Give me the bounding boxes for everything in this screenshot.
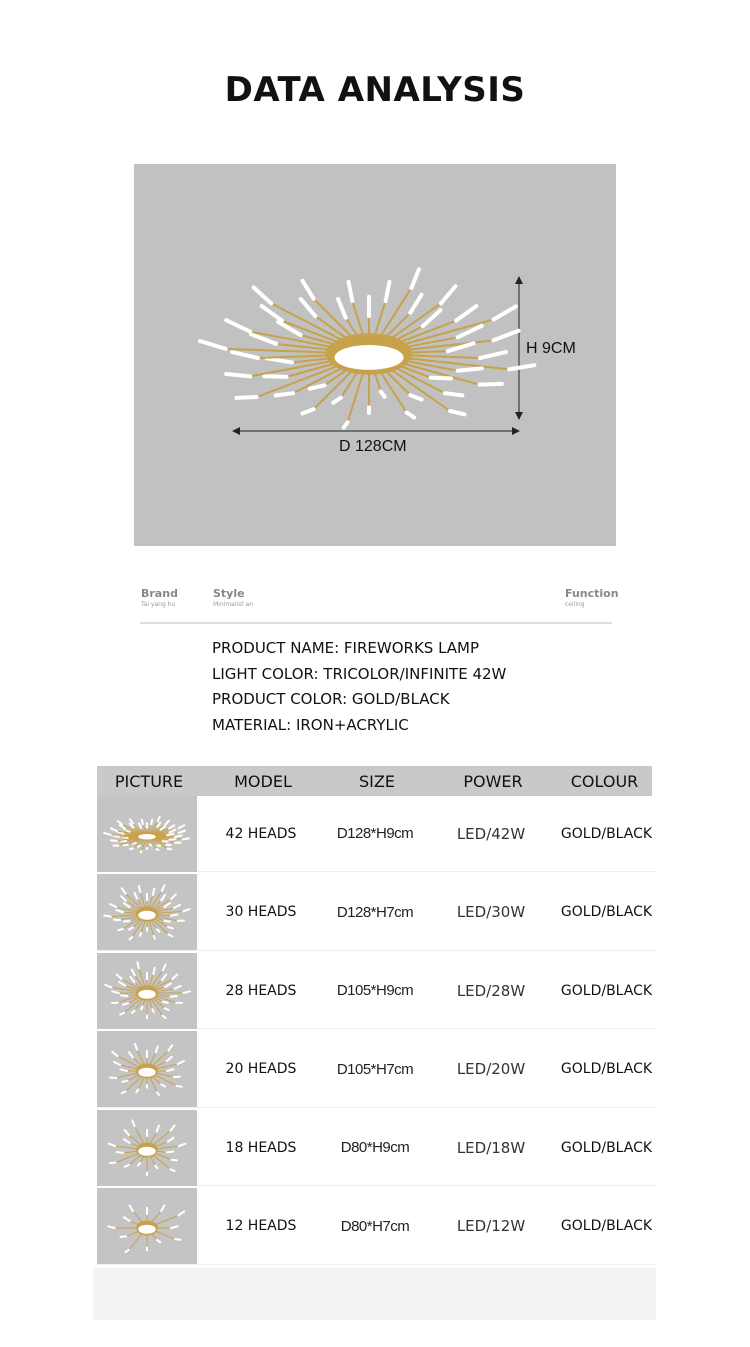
lamp-light-bar [110, 1162, 116, 1163]
spec-material: MATERIAL: IRON+ACRYLIC [212, 715, 409, 734]
lamp-light-bar [153, 889, 154, 895]
lamp-light-bar [172, 974, 177, 979]
lamp-light-bar [129, 1052, 133, 1057]
colour-cell: GOLD/BLACK [560, 825, 653, 842]
lamp-light-bar [111, 828, 117, 831]
power-cell: LED/28W [456, 981, 526, 1000]
spec-table [93, 764, 656, 1320]
lamp-light-bar [157, 1092, 159, 1095]
lamp-light-bar [119, 982, 125, 986]
height-label: H 9CM [526, 340, 576, 357]
colour-cell: GOLD/BLACK [560, 904, 653, 920]
lamp-light-bar [124, 903, 130, 907]
lamp-light-bar [152, 1009, 153, 1012]
lamp-light-bar [386, 282, 390, 301]
lamp-light-bar [301, 299, 316, 316]
table-row [97, 796, 656, 872]
lamp-light-bar [164, 903, 170, 907]
lamp-center-light [138, 911, 155, 920]
lamp-light-bar [175, 835, 182, 836]
lamp-light-bar [165, 1008, 169, 1010]
lamp-light-bar [169, 839, 175, 840]
size-cell: D105*H9cm [336, 982, 414, 999]
lamp-light-bar [117, 910, 124, 912]
lamp-light-bar [136, 1090, 138, 1093]
model-cell: 18 HEADS [225, 1139, 297, 1156]
lamp-light-bar [178, 830, 184, 832]
power-cell: LED/12W [456, 1217, 526, 1235]
lamp-light-bar [139, 823, 141, 827]
lamp-light-bar [175, 1239, 181, 1240]
lamp-light-bar [130, 1205, 133, 1211]
lamp-light-bar [108, 1226, 115, 1228]
lamp-light-bar [333, 398, 341, 403]
meta-function [565, 587, 619, 608]
lamp-light-bar [158, 816, 160, 820]
lamp-light-bar [171, 915, 178, 916]
lamp-light-bar [176, 1086, 181, 1087]
lamp-light-bar [183, 909, 190, 911]
meta-key: Brand [141, 587, 178, 600]
meta-value: ceiling [565, 601, 585, 608]
lamp-center-light [335, 345, 404, 370]
header-model: MODEL [234, 771, 292, 791]
table-row [97, 875, 656, 951]
lamp-light-bar [124, 1139, 130, 1143]
lamp-light-bar [381, 392, 385, 397]
lamp-light-bar [104, 832, 111, 834]
lamp-light-bar [117, 974, 122, 979]
lamp-light-bar [120, 1012, 124, 1014]
lamp-light-bar [168, 934, 172, 936]
header-power: POWER [463, 771, 523, 791]
lamp-light-bar [423, 310, 441, 326]
lamp-light-bar [183, 991, 190, 993]
lamp-light-bar [171, 1159, 177, 1160]
size-cell: D128*H7cm [336, 903, 414, 921]
lamp-light-bar [157, 929, 160, 931]
meta-value: Minimalist an [213, 601, 254, 608]
power-cell: LED/30W [456, 903, 526, 921]
size-cell: D128*H9cm [336, 825, 414, 842]
lamp-light-bar [161, 895, 165, 900]
lamp-light-bar [112, 1052, 117, 1056]
product-thumbnail [97, 874, 197, 950]
spec-light-color: LIGHT COLOR: TRICOLOR/INFINITE 42W [212, 664, 507, 683]
lamp-light-bar [410, 295, 421, 313]
spec-product-name: PRODUCT NAME: FIREWORKS LAMP [212, 639, 480, 657]
lamp-light-bar [118, 929, 123, 930]
lamp-light-bar [349, 282, 353, 301]
diameter-label: D 128CM [339, 438, 407, 455]
product-thumbnail [97, 953, 197, 1029]
table-footer [93, 1268, 656, 1320]
header-size: SIZE [359, 771, 395, 791]
lamp-light-bar [104, 915, 111, 916]
lamp-light-bar [182, 838, 188, 839]
lamp-light-bar [267, 358, 292, 362]
lamp-light-bar [493, 331, 518, 341]
lamp-light-bar [132, 969, 135, 975]
lamp-light-bar [121, 896, 126, 901]
lamp-light-bar [480, 352, 506, 358]
lamp-light-bar [168, 848, 172, 849]
product-image [134, 164, 616, 546]
lamp-light-bar [122, 1091, 126, 1093]
lamp-light-bar [226, 374, 250, 376]
product-thumbnail [97, 1031, 197, 1107]
model-cell: 12 HEADS [225, 1218, 297, 1234]
lamp-light-bar [125, 1164, 129, 1166]
lamp-light-bar [124, 1217, 130, 1221]
lamp-light-bar [125, 1129, 129, 1134]
lamp-light-bar [179, 825, 185, 828]
meta-key: Function [565, 587, 619, 600]
lamp-center-light [138, 1068, 155, 1077]
lamp-light-bar [124, 921, 130, 922]
lamp-light-bar [141, 1006, 142, 1009]
lamp-light-bar [232, 352, 258, 358]
lamp-light-bar [129, 928, 133, 930]
lamp-light-bar [130, 976, 134, 981]
lamp-light-bar [105, 984, 111, 987]
lamp-light-bar [140, 933, 141, 936]
lamp-light-bar [123, 1003, 128, 1004]
size-cell: D80*H7cm [340, 1217, 410, 1235]
lamp-light-bar [178, 1061, 184, 1064]
lamp-light-bar [456, 306, 476, 321]
power-cell: LED/42W [456, 824, 526, 843]
lamp-light-bar [163, 964, 166, 970]
lamp-light-bar [138, 845, 140, 846]
lamp-light-bar [167, 1057, 172, 1061]
size-cell: D105*H7cm [336, 1060, 414, 1078]
model-cell: 28 HEADS [225, 982, 297, 999]
model-cell: 42 HEADS [225, 825, 297, 842]
header-colour: COLOUR [570, 771, 639, 791]
lamp-light-bar [112, 991, 119, 993]
lamp-light-bar [407, 413, 415, 418]
lamp-light-bar [110, 904, 116, 907]
lamp-light-bar [169, 825, 174, 828]
lamp-light-bar [165, 983, 171, 987]
lamp-light-bar [445, 393, 463, 395]
lamp-light-bar [170, 1125, 174, 1130]
lamp-light-bar [200, 341, 226, 349]
lamp-light-bar [120, 1069, 127, 1071]
lamp-light-bar [118, 820, 122, 824]
lamp-light-bar [155, 1165, 157, 1168]
lamp-light-bar [302, 281, 313, 299]
lamp-light-bar [132, 1010, 135, 1012]
lamp-light-bar [112, 835, 119, 836]
lamp-light-bar [310, 385, 325, 388]
lamp-light-bar [130, 937, 133, 939]
lamp-light-bar [168, 1045, 172, 1050]
table-header [97, 766, 652, 796]
lamp-light-bar [157, 1240, 160, 1242]
lamp-light-bar [138, 1163, 140, 1166]
lamp-light-bar [174, 905, 180, 908]
lamp-light-bar [120, 1236, 126, 1237]
lamp-light-bar [122, 1081, 127, 1082]
lamp-light-bar [154, 936, 155, 939]
lamp-light-bar [141, 851, 142, 852]
meta-key: Style [213, 587, 245, 600]
lamp-center-light [138, 1225, 155, 1234]
spec-list [212, 636, 506, 738]
lamp-light-bar [302, 409, 313, 413]
size-cell: D80*H9cm [340, 1139, 410, 1156]
model-cell: 30 HEADS [225, 904, 297, 920]
lamp-light-bar [162, 974, 166, 979]
colour-cell: GOLD/BLACK [560, 1139, 653, 1156]
divider [140, 622, 612, 624]
lamp-light-bar [171, 996, 177, 997]
lamp-light-bar [157, 822, 160, 826]
lamp-light-bar [344, 422, 348, 427]
lamp-light-bar [479, 384, 501, 385]
lamp-light-bar [114, 1062, 120, 1065]
lamp-light-bar [142, 819, 143, 823]
lamp-light-bar [167, 1069, 174, 1071]
lamp-light-bar [139, 886, 140, 892]
colour-cell: GOLD/BLACK [560, 982, 653, 999]
lamp-light-bar [165, 820, 169, 824]
model-cell: 20 HEADS [225, 1061, 297, 1077]
lamp-light-bar [226, 320, 250, 331]
lamp-light-bar [264, 376, 286, 377]
lamp-center-light [138, 1146, 155, 1155]
power-cell: LED/18W [456, 1138, 526, 1157]
lamp-light-bar [117, 1152, 123, 1153]
lamp-light-bar [157, 1125, 159, 1131]
lamp-light-bar [170, 1169, 174, 1171]
meta-style [213, 587, 253, 608]
lamp-light-bar [153, 967, 154, 973]
lamp-light-bar [276, 393, 294, 395]
lamp-light-bar [179, 1143, 185, 1145]
lamp-light-bar [111, 840, 117, 841]
header-picture: PICTURE [114, 771, 184, 791]
table-row [97, 953, 656, 1029]
lamp-light-bar [171, 894, 176, 899]
page-title: DATA ANALYSIS [224, 70, 526, 110]
lamp-light-bar [450, 411, 465, 414]
lamp-light-bar [137, 962, 138, 968]
lamp-light-bar [441, 286, 456, 303]
lamp-light-bar [175, 985, 181, 988]
product-thumbnail [97, 796, 197, 872]
lamp-light-bar [151, 819, 152, 823]
lamp-light-bar [121, 995, 127, 996]
lamp-light-bar [161, 1085, 165, 1087]
lamp-light-bar [236, 397, 256, 398]
lamp-light-bar [130, 848, 133, 849]
lamp-light-bar [163, 1015, 166, 1017]
lamp-center-light [138, 989, 155, 998]
lamp-light-bar [109, 1143, 115, 1145]
lamp-light-bar [156, 1046, 158, 1052]
lamp-light-bar [132, 1120, 134, 1126]
lamp-light-bar [168, 927, 173, 928]
lamp-light-bar [509, 365, 534, 369]
lamp-light-bar [150, 844, 151, 845]
lamp-light-bar [493, 306, 515, 319]
lamp-light-bar [431, 378, 451, 379]
lamp-light-bar [157, 845, 160, 846]
product-thumbnail [97, 1110, 197, 1186]
lamp-light-bar [157, 849, 159, 850]
lamp-light-bar [411, 269, 419, 288]
lamp-light-bar [168, 1137, 174, 1141]
colour-cell: GOLD/BLACK [560, 1218, 653, 1234]
spec-product-color: PRODUCT COLOR: GOLD/BLACK [212, 690, 450, 708]
meta-brand [141, 587, 178, 608]
lamp-light-bar [338, 299, 346, 318]
lamp-light-bar [410, 395, 421, 399]
lamp-light-bar [162, 885, 165, 891]
lamp-light-bar [171, 1226, 178, 1228]
lamp-light-bar [135, 1044, 137, 1050]
lamp-light-bar [254, 287, 272, 303]
lamp-light-bar [164, 921, 170, 922]
table-row [97, 1189, 656, 1265]
lamp-center-light [138, 833, 155, 839]
lamp-light-bar [135, 893, 138, 899]
lamp-light-bar [179, 1211, 185, 1215]
lamp-light-bar [122, 888, 126, 893]
colour-cell: GOLD/BLACK [560, 1061, 653, 1077]
lamp-light-bar [163, 1001, 168, 1002]
lamp-light-bar [458, 368, 482, 370]
meta-value: Tai yang hu [141, 601, 176, 608]
power-cell: LED/20W [456, 1060, 526, 1078]
table-row [97, 1032, 656, 1108]
lamp-light-bar [167, 1151, 173, 1152]
table-row [97, 1110, 656, 1186]
product-thumbnail [97, 1188, 197, 1264]
lamp-light-bar [126, 1250, 129, 1252]
lamp-light-bar [161, 1205, 164, 1211]
